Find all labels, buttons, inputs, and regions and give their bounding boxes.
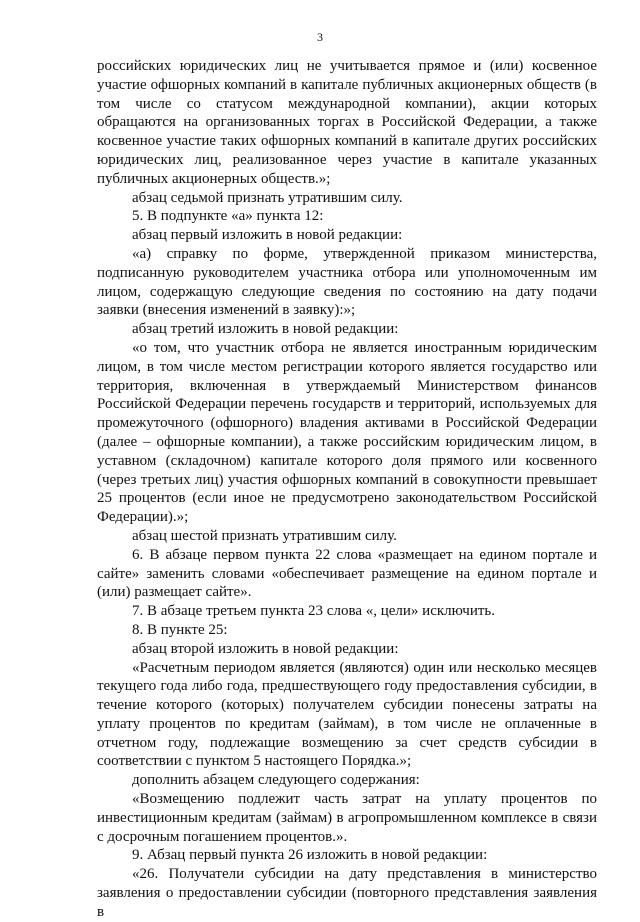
paragraph: 5. В подпункте «а» пункта 12: <box>132 208 324 225</box>
paragraph: дополнить абзацем следующего содержания: <box>132 772 420 789</box>
paragraph: 9. Абзац первый пункта 26 изложить в новой редакции: <box>132 847 488 864</box>
paragraph: российских юридических лиц не учитывается прямое и (или) косвенное участие офшорных компаний в капитале публичных акционерных обществ (в том числе со статусом международной компании), акции которых обращаются на организованных торгах в Российской Федерации, а также косвенное участие таких офшорных компаний в капитале других российских юридических лиц, реализованное через участие в капитале указанных публичных акционерных обществ.»; <box>97 58 597 187</box>
paragraph: «Расчетным периодом является (являются) один или несколько месяцев текущего года либо года, предшествующего году предоставления субсидии, в течение которого (которых) получателем субсидии понесены затраты на уплату процентов по кредитам (займам), в том числе не оплаченные в отчетном году, подлежащие возмещению за счет средств субсидии в соответствии с пунктом 5 настоящего Порядка.»; <box>97 659 597 770</box>
paragraph: 6. В абзаце первом пункта 22 слова «размещает на едином портале и сайте» заменить словами «обеспечивает размещение на едином портале и (или) размещает сайте». <box>97 546 597 601</box>
paragraph: 8. В пункте 25: <box>132 621 228 638</box>
paragraph: «а) справку по форме, утвержденной приказом министерства, подписанную руководителем участника отбора или уполномоченным им лицом, содержащую следующие сведения по состоянию на дату подачи заявки (внесения изменений в заявку):»; <box>97 245 597 319</box>
paragraph: 7. В абзаце третьем пункта 23 слова «, цели» исключить. <box>132 603 495 620</box>
paragraph: абзац второй изложить в новой редакции: <box>132 640 399 657</box>
document-body <box>97 57 597 922</box>
paragraph: «26. Получатели субсидии на дату представления в министерство заявления о предоставлении субсидии (повторного представления заявления в <box>97 866 597 920</box>
paragraph: абзац первый изложить в новой редакции: <box>132 227 403 244</box>
paragraph: «о том, что участник отбора не является иностранным юридическим лицом, в том числе местом регистрации которого является государство или территория, включенная в утверждаемый Министерством финансов Российской Федерации перечень государств и территорий, используемых для промежуточного (офшорного) владения активами в Российской Федерации (далее – офшорные компании), а также российским юридическим лицом, в уставном (складочном) капитале которого доля прямого или косвенного (через третьих лиц) участия офшорных компаний в совокупности превышает 25 процентов (если иное не предусмотрено законодательством Российской Федерации).»; <box>97 339 597 526</box>
paragraph: абзац седьмой признать утратившим силу. <box>132 189 403 206</box>
paragraph: абзац третий изложить в новой редакции: <box>132 321 399 338</box>
paragraph: «Возмещению подлежит часть затрат на уплату процентов по инвестиционным кредитам (займам) в агропромышленном комплексе в связи с досрочным погашением процентов.». <box>97 791 597 845</box>
paragraph: абзац шестой признать утратившим силу. <box>132 527 397 544</box>
page-number: 3 <box>317 30 323 44</box>
